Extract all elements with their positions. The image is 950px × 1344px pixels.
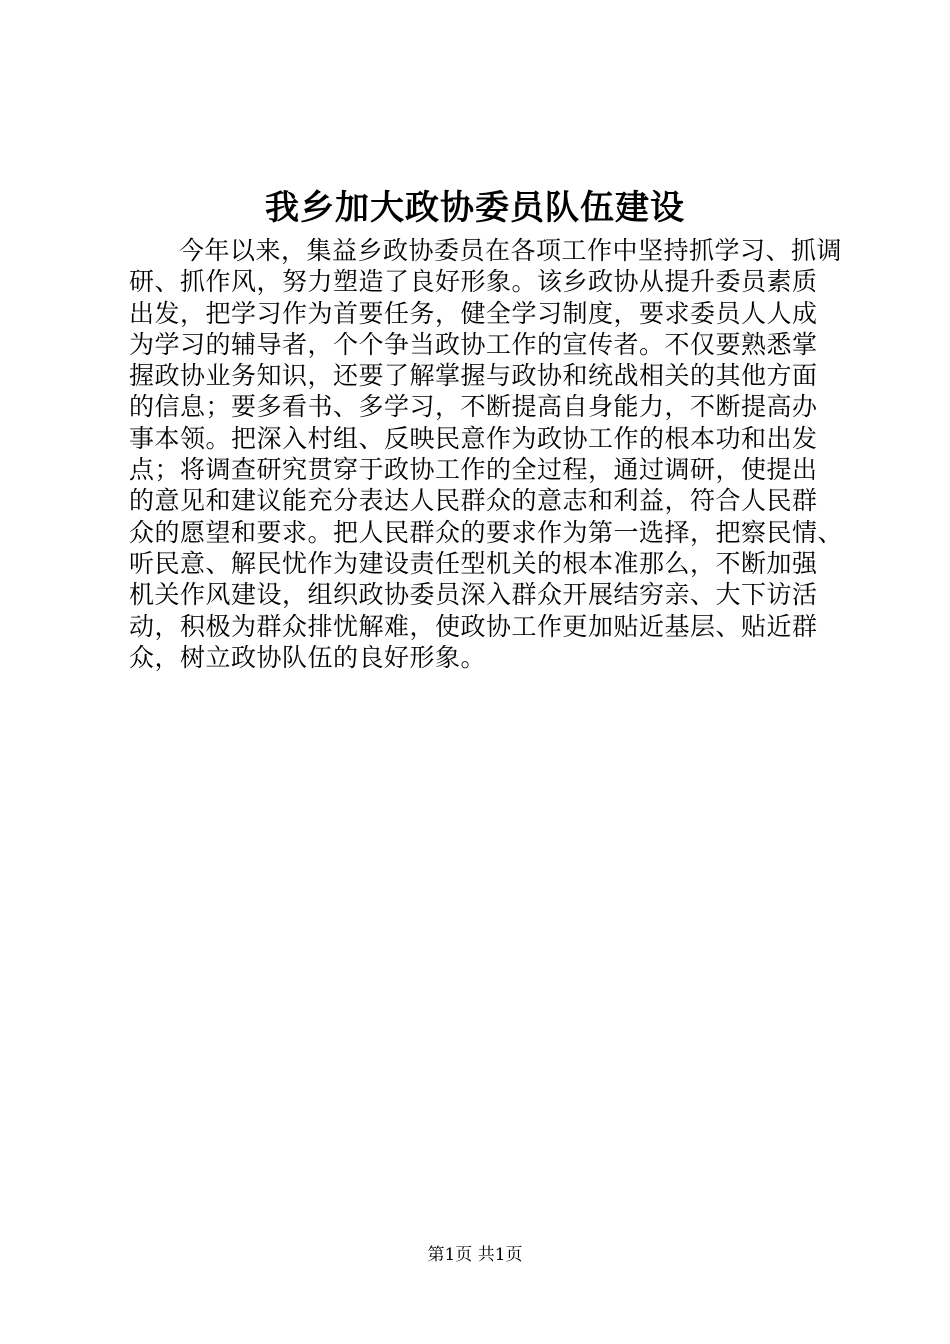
body-line: 众，树立政协队伍的良好形象。	[129, 642, 487, 672]
body-line: 研、抓作风，努力塑造了良好形象。该乡政协从提升委员素质	[129, 267, 818, 297]
body-line: 握政协业务知识，还要了解掌握与政协和统战相关的其他方面	[129, 361, 818, 391]
body-line: 今年以来，集益乡政协委员在各项工作中坚持抓学习、抓调	[179, 236, 843, 265]
body-line: 动，积极为群众排忧解难，使政协工作更加贴近基层、贴近群	[129, 611, 818, 641]
body-line: 的信息；要多看书、多学习，不断提高自身能力，不断提高办	[129, 392, 818, 422]
body-line: 机关作风建设，组织政协委员深入群众开展结穷亲、大下访活	[129, 580, 818, 610]
body-line: 听民意、解民忧作为建设责任型机关的根本准那么，不断加强	[129, 548, 818, 578]
body-line: 众的愿望和要求。把人民群众的要求作为第一选择，把察民情、	[129, 517, 844, 547]
body-line: 事本领。把深入村组、反映民意作为政协工作的根本功和出发	[129, 423, 818, 453]
body-line: 点；将调查研究贯穿于政协工作的全过程，通过调研，使提出	[129, 455, 818, 485]
body-line: 为学习的辅导者，个个争当政协工作的宣传者。不仅要熟悉掌	[129, 329, 818, 359]
document-title: 我乡加大政协委员队伍建设	[265, 188, 685, 228]
body-line: 出发，把学习作为首要任务，健全学习制度，要求委员人人成	[129, 298, 818, 328]
document-body	[129, 235, 844, 673]
page-number-footer: 第1页 共1页	[427, 1245, 523, 1265]
body-line: 的意见和建议能充分表达人民群众的意志和利益，符合人民群	[129, 486, 818, 516]
